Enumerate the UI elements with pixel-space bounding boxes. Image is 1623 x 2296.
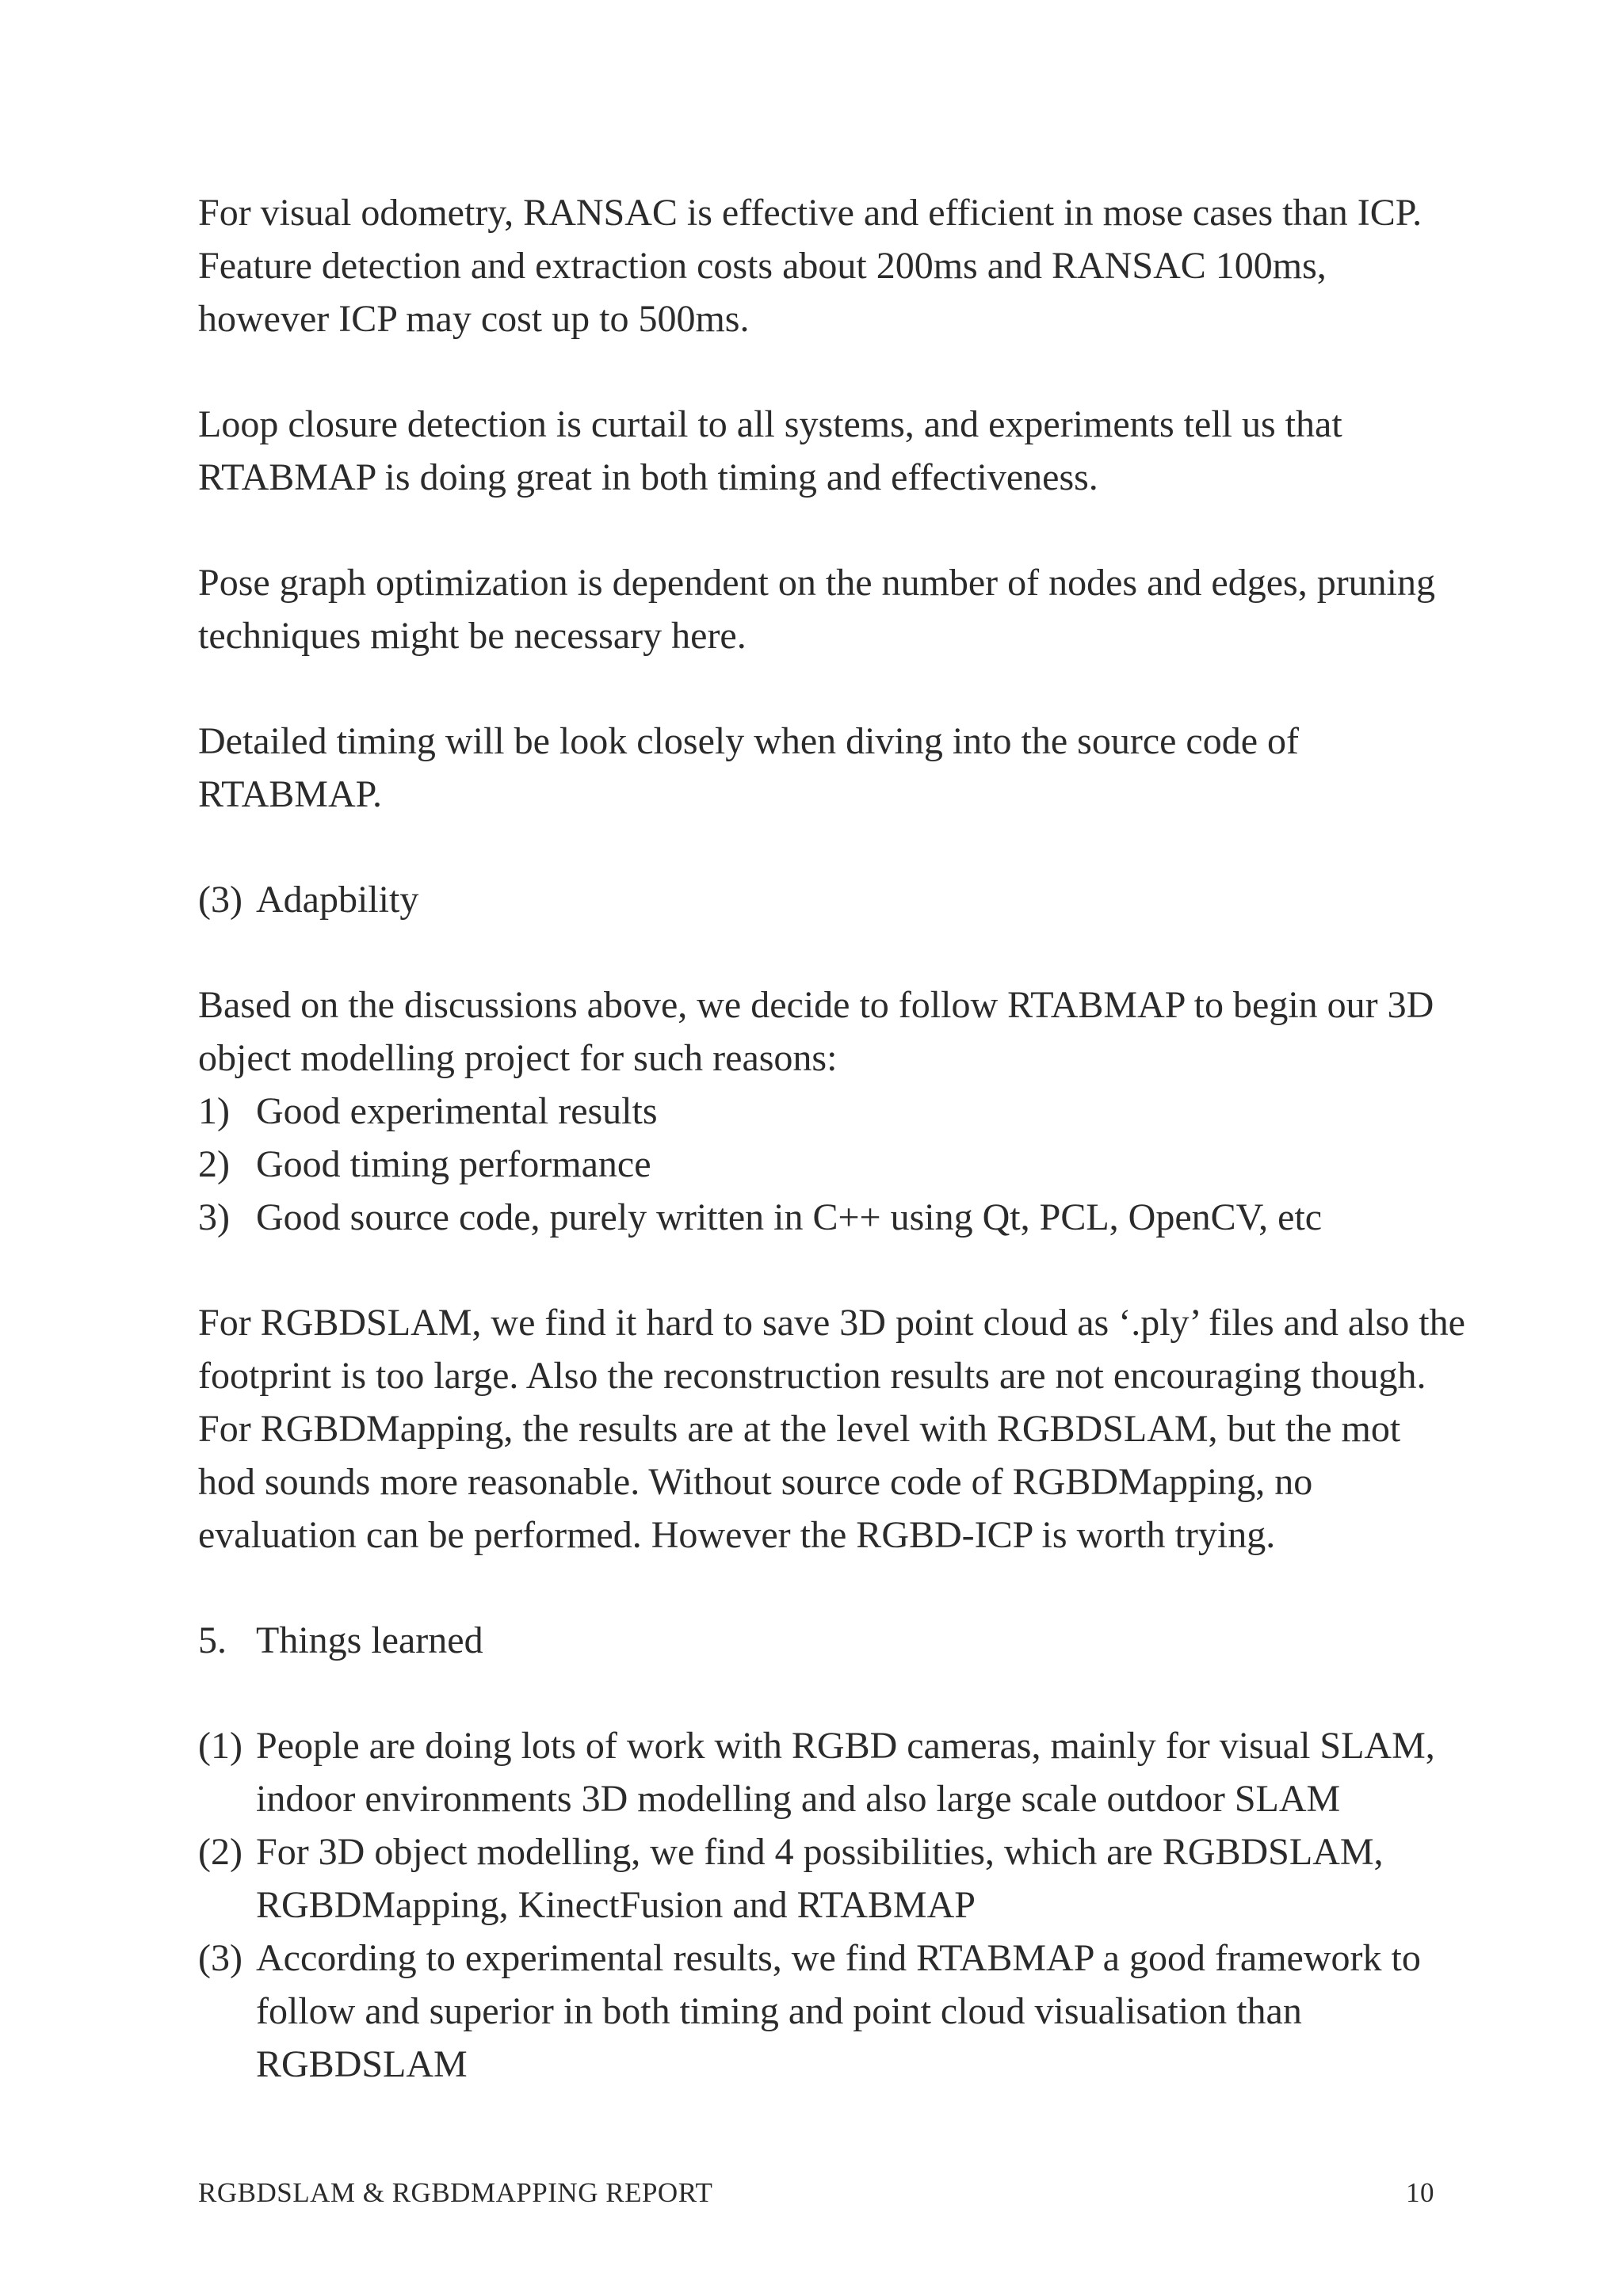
list-item [198, 1719, 1466, 1825]
list-marker: (2) [198, 1831, 242, 1873]
learned-list [198, 1719, 1466, 2091]
section-heading-things-learned [198, 1614, 1466, 1667]
section-title: Adapbility [256, 879, 419, 921]
paragraph-visual-odometry: For visual odometry, RANSAC is effective and efficient in mose cases than ICP. Feature detection and extraction costs about 200ms and RANSAC 100ms, however ICP may cost up to 500ms. [198, 192, 1423, 340]
list-item [198, 1191, 1466, 1244]
list-item-text: Good experimental results [256, 1090, 658, 1132]
list-marker: (3) [198, 1937, 242, 1979]
page-body [198, 186, 1466, 2143]
paragraph-decision: Based on the discussions above, we decide to follow RTABMAP to begin our 3D object modelling project for such reasons: [198, 984, 1434, 1079]
section-marker: (3) [198, 879, 242, 921]
list-marker: 2) [198, 1143, 230, 1185]
list-item-text: According to experimental results, we find RTABMAP a good framework to follow and superior in both timing and point cloud visualisation than RGBDSLAM [256, 1937, 1421, 2085]
paragraph-detailed-timing: Detailed timing will be look closely when diving into the source code of RTABMAP. [198, 720, 1300, 815]
list-item-text: Good source code, purely written in C++ using Qt, PCL, OpenCV, etc [256, 1196, 1323, 1238]
paragraph-rgbdslam-evaluation: For RGBDSLAM, we find it hard to save 3D point cloud as ‘.ply’ files and also the footprint is too large. Also the reconstruction results are not encouraging though. For RGBDMapping, the results are at the level with RGBDSLAM, but the mot hod sounds more reasonable. Without source code of RGBDMapping, no evaluation can be performed. However the RGBD-ICP is worth trying. [198, 1302, 1465, 1556]
list-item [198, 1085, 1466, 1138]
section-heading-adaptability [198, 873, 1466, 926]
section-title: Things learned [256, 1619, 483, 1661]
list-item [198, 1932, 1466, 2091]
list-marker: 3) [198, 1196, 230, 1238]
paragraph-pose-graph: Pose graph optimization is dependent on the number of nodes and edges, pruning techniques might be necessary here. [198, 562, 1436, 657]
list-marker: (1) [198, 1725, 242, 1767]
list-item [198, 1138, 1466, 1191]
paragraph-loop-closure: Loop closure detection is curtail to all systems, and experiments tell us that RTABMAP is doing great in both timing and effectiveness. [198, 403, 1342, 498]
list-item-text: For 3D object modelling, we find 4 possibilities, which are RGBDSLAM, RGBDMapping, KinectFusion and RTABMAP [256, 1831, 1384, 1926]
section-marker: 5. [198, 1619, 227, 1661]
list-marker: 1) [198, 1090, 230, 1132]
page-number: 10 [1406, 2177, 1434, 2208]
list-item-text: Good timing performance [256, 1143, 651, 1185]
list-item-text: People are doing lots of work with RGBD cameras, mainly for visual SLAM, indoor environments 3D modelling and also large scale outdoor SLAM [256, 1725, 1435, 1820]
list-item [198, 1825, 1466, 1932]
reasons-list [198, 1085, 1466, 1244]
footer-title: RGBDSLAM & RGBDMAPPING REPORT [198, 2177, 713, 2208]
